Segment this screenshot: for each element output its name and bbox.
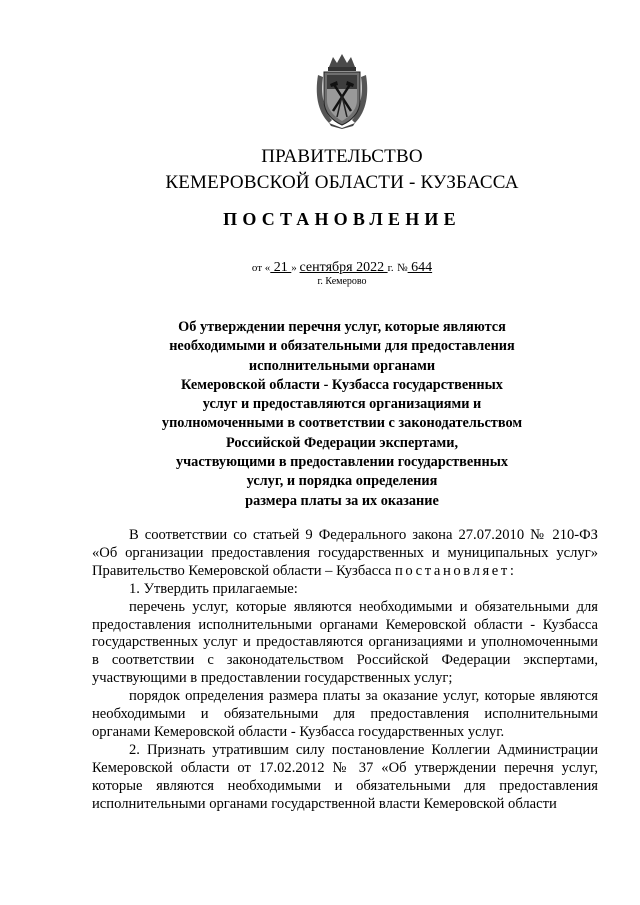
document-date-number-line	[0, 260, 640, 276]
title-line: Кемеровской области - Кузбасса государственных	[181, 376, 503, 393]
government-name-line1: ПРАВИТЕЛЬСТВО	[261, 146, 423, 167]
title-line: размера платы за их оказание	[245, 492, 439, 509]
body-paragraph-item1: 1. Утвердить прилагаемые:	[129, 580, 298, 597]
title-line: исполнительными органами	[248, 357, 436, 374]
preamble-colon: :	[509, 562, 514, 579]
date-month-year: сентября 2022	[299, 260, 388, 275]
title-line: услуг и предоставляются организациями и	[202, 396, 482, 413]
government-name-line2: КЕМЕРОВСКОЙ ОБЛАСТИ - КУЗБАССА	[165, 172, 519, 193]
title-line: Об утверждении перечня услуг, которые являются	[178, 319, 506, 335]
date-year-suffix: г.	[387, 262, 394, 274]
title-line: услуг, и порядка определения	[246, 473, 438, 490]
kuzbass-coat-of-arms-icon	[315, 53, 369, 129]
body-paragraph-fee-procedure: порядок определения размера платы за оказание услуг, которые являются необходимыми и обязательными для предоставления исполнительными органами Кемеровской области - Кузбасса государственных услуг.	[92, 688, 598, 740]
resolves-word: постановляет	[394, 562, 510, 579]
date-day: 21	[270, 260, 292, 275]
number-label: №	[397, 262, 408, 274]
title-line: уполномоченными в соответствии с законодательством	[161, 415, 523, 432]
body-paragraph-item2: 2. Признать утратившим силу постановление Коллегии Администрации Кемеровской области от 17.02.2012 № 37 «Об утверждении перечня услуг, которые являются необходимыми и обязательными для предоставления исполнительными органами государственной власти Кемеровской области	[92, 741, 598, 812]
body-paragraph-preamble	[92, 527, 598, 581]
city-name: г. Кемерово	[317, 276, 367, 287]
date-middle: »	[291, 262, 300, 274]
title-line: участвующими в предоставлении государственных	[175, 454, 509, 471]
document-title	[140, 318, 544, 511]
document-type-heading: ПОСТАНОВЛЕНИЕ	[223, 209, 461, 229]
date-prefix: от «	[251, 262, 271, 274]
title-line: Российской Федерации экспертами,	[225, 434, 459, 451]
document-number: 644	[407, 260, 433, 275]
preamble-text: В соответствии со статьей 9 Федерального закона 27.07.2010 № 210-ФЗ «Об организации предоставления государственных и муниципальных услуг» Правительство Кемеровской области – Кузбасса	[92, 527, 598, 579]
document-body	[92, 527, 598, 814]
body-paragraph-services-list: перечень услуг, которые являются необходимыми и обязательными для предоставления исполнительными органами Кемеровской области - Кузбасса государственных услуг и предоставляются организациями и уполномоченными в соответствии с законодательством Российской Федерации экспертами, участвующими в предоставлении государственных услуг;	[92, 598, 598, 687]
title-line: необходимыми и обязательными для предоставления	[169, 338, 515, 355]
